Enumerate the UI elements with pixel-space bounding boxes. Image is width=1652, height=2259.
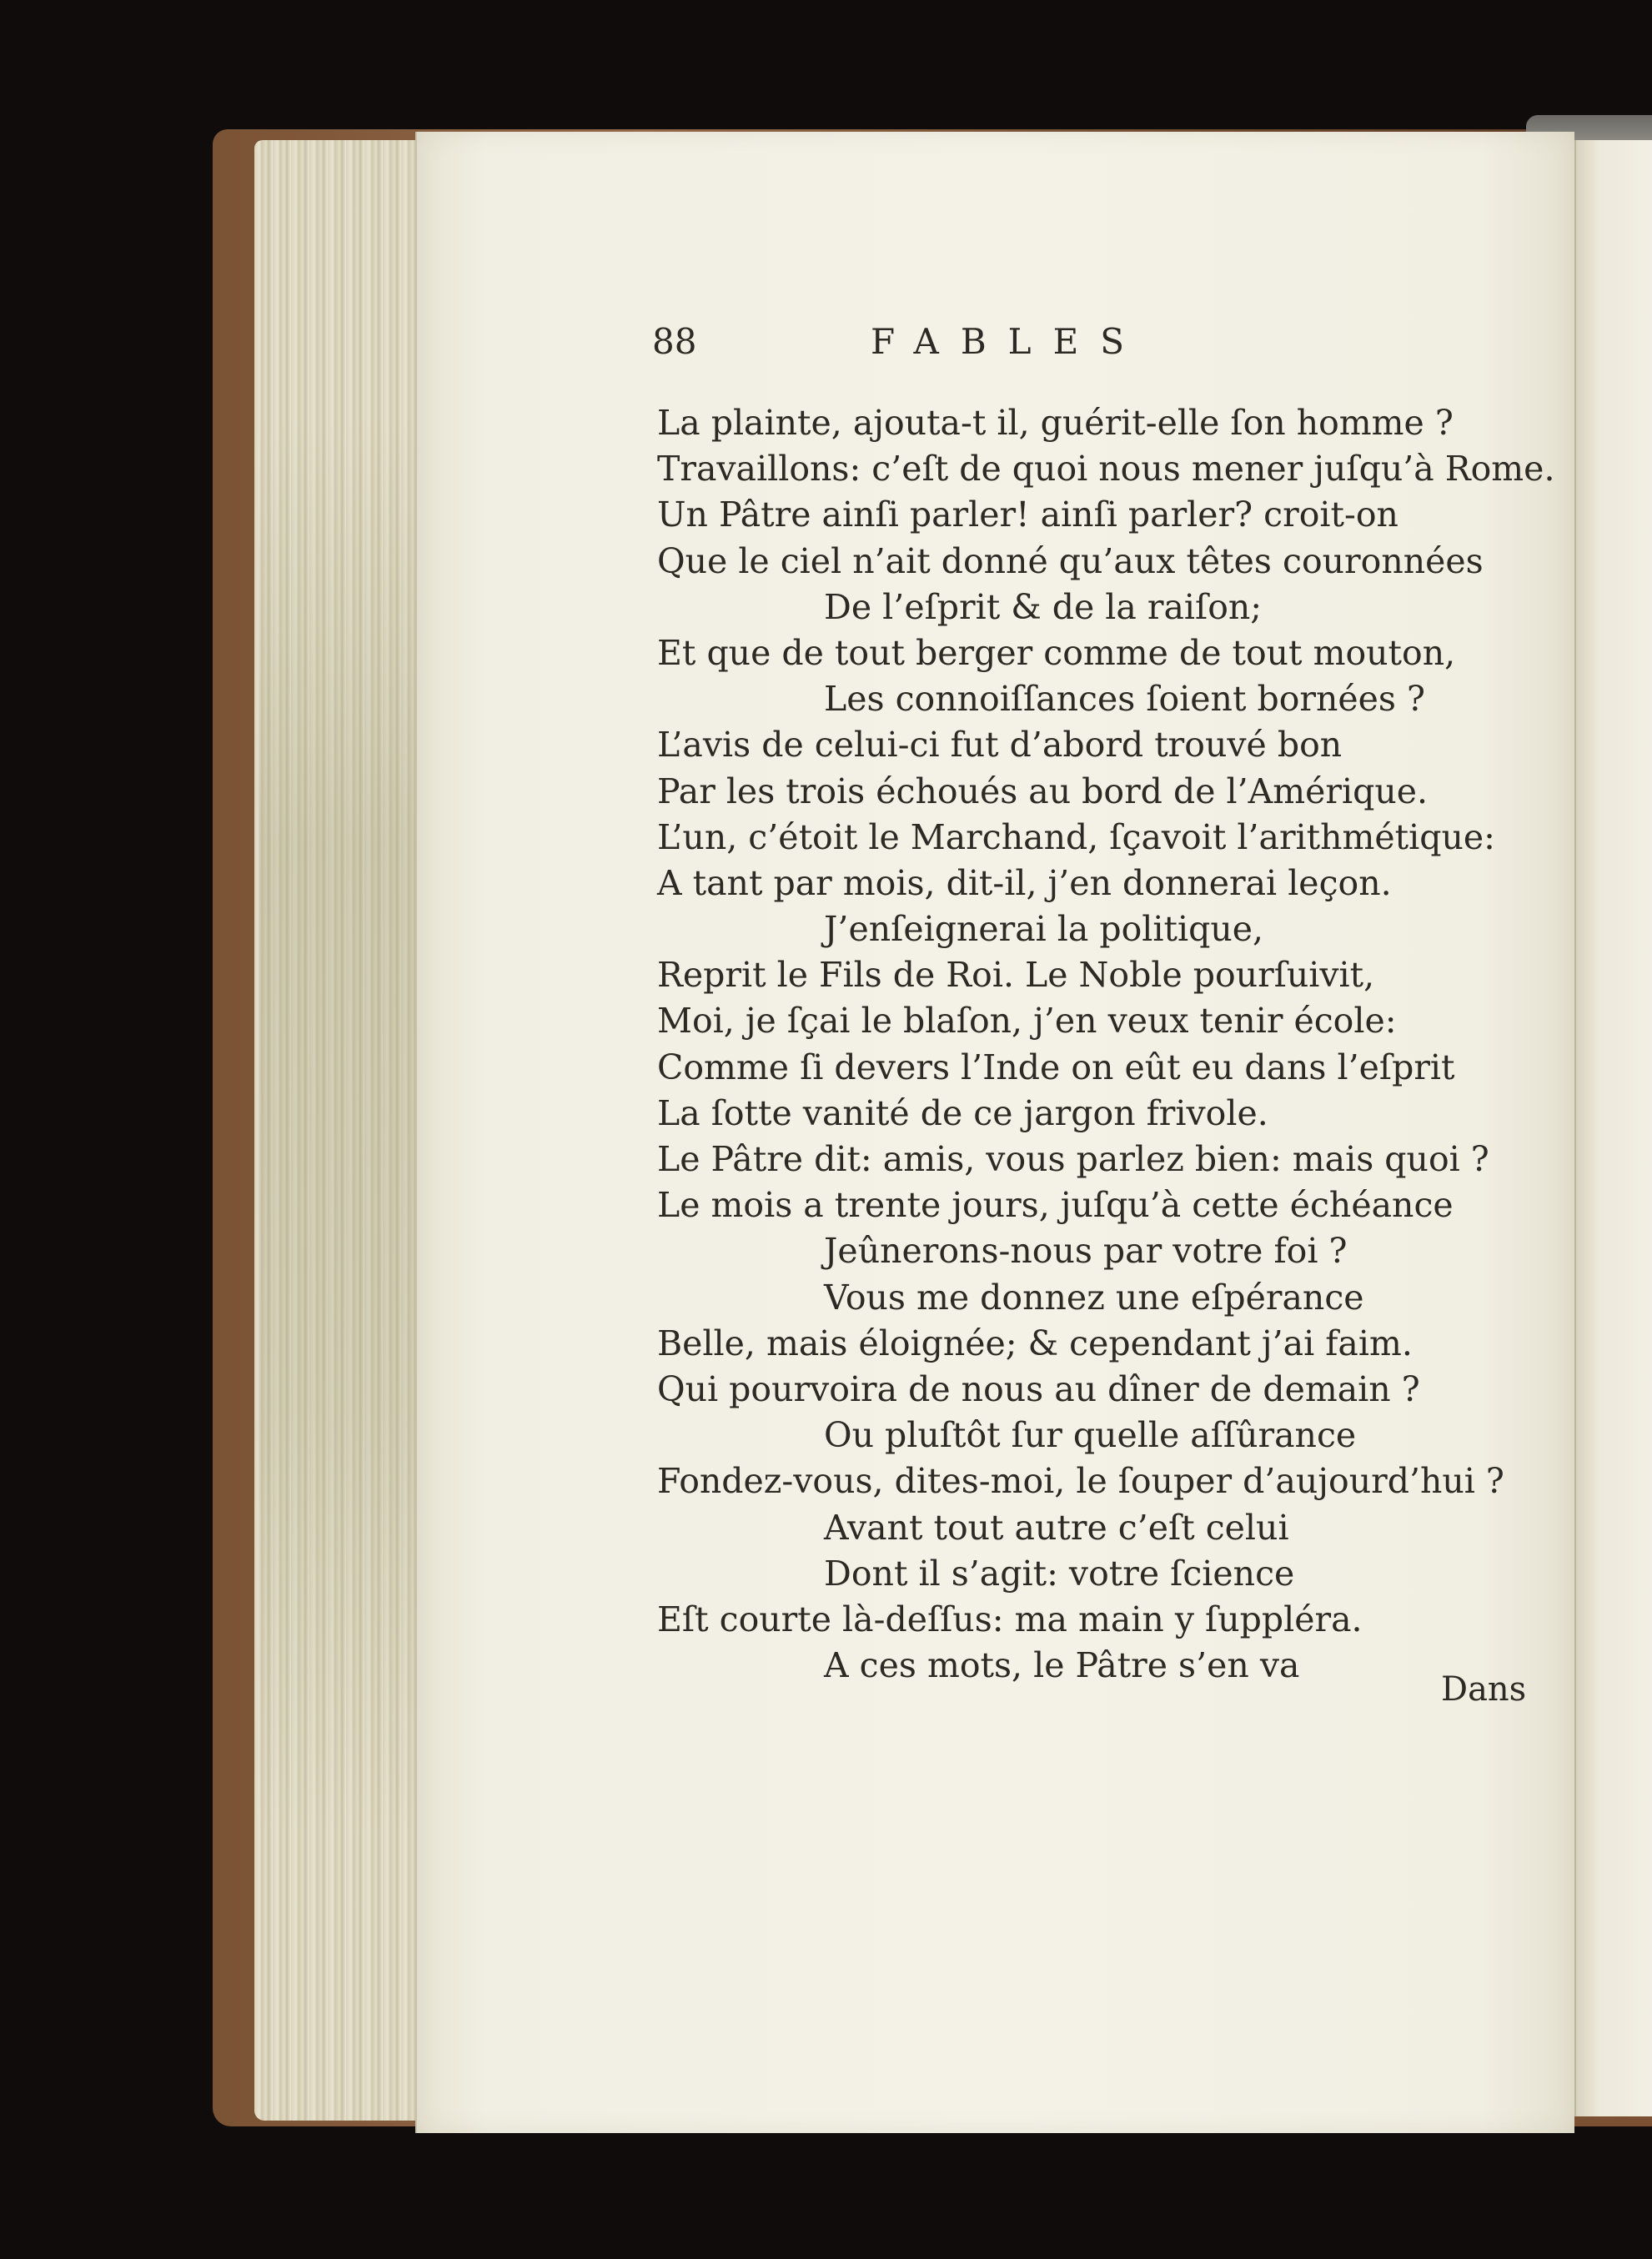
verse-line: Jeûnerons-nous par votre foi ? [824, 1231, 1348, 1272]
verse-line: L’avis de celui-ci fut d’abord trouvé bon [657, 725, 1343, 766]
verse-line: La plainte, ajouta-t il, guérit-elle ſon homme ? [657, 403, 1454, 443]
verse-line: Comme ſi devers l’Inde on eût eu dans l’eſprit [657, 1047, 1455, 1087]
verse-line: Vous me donnez une eſpérance [824, 1277, 1364, 1318]
verse-line: A ces mots, le Pâtre s’en va [824, 1645, 1300, 1686]
verse-line: Qui pourvoira de nous au dîner de demain ? [657, 1368, 1420, 1409]
verse-line: Fondez-vous, dites-moi, le ſouper d’aujourd’hui ? [657, 1461, 1504, 1502]
verse-line: De l’eſprit & de la raiſon; [824, 586, 1263, 627]
verse-line: Travaillons: c’eſt de quoi nous mener juſqu’à Rome. [657, 449, 1555, 489]
verse-line: Dont il s’agit: votre ſcience [824, 1553, 1295, 1594]
page-number: 88 [652, 321, 697, 362]
verse-line: L’un, c’étoit le Marchand, ſçavoit l’arithmétique: [657, 816, 1496, 857]
page-header [652, 321, 1319, 371]
verse-line: Moi, je ſçai le blaſon, j’en veux tenir école: [657, 1001, 1397, 1042]
verse-line: Que le ciel n’ait donné qu’aux têtes couronnées [657, 540, 1484, 581]
verse-line: Belle, mais éloignée; & cependant j’ai faim. [657, 1323, 1413, 1363]
verse-line: A tant par mois, dit-il, j’en donnerai leçon. [657, 862, 1392, 903]
facing-page-sliver [1574, 132, 1652, 2116]
verse-line: Les connoiſſances ſoient bornées ? [824, 679, 1425, 720]
verse-line: Par les trois échoués au bord de l’Amérique. [657, 771, 1429, 811]
verse-line: Eſt courte là-deſſus: ma main y ſuppléra. [657, 1599, 1363, 1639]
running-title: FABLES [871, 321, 1147, 362]
verse-line: Ou pluſtôt ſur quelle aſſûrance [824, 1415, 1357, 1456]
verse-line: Et que de tout berger comme de tout mouton, [657, 632, 1456, 673]
verse-line: J’enſeignerai la politique, [824, 909, 1264, 950]
catchword: Dans [1441, 1670, 1527, 1709]
page-edge-stain [259, 417, 425, 1835]
verse-line: Reprit le Fils de Roi. Le Noble pourſuivit, [657, 955, 1375, 996]
verse-line: Avant tout autre c’eſt celui [824, 1507, 1289, 1548]
poem-text [657, 400, 1574, 1689]
verse-line: La ſotte vanité de ce jargon frivole. [657, 1092, 1268, 1133]
verse-line: Un Pâtre ainſi parler! ainſi parler? croit-on [657, 494, 1398, 535]
verse-line: Le mois a trente jours, juſqu’à cette échéance [657, 1185, 1454, 1226]
verse-line: Le Pâtre dit: amis, vous parlez bien: mais quoi ? [657, 1139, 1489, 1179]
